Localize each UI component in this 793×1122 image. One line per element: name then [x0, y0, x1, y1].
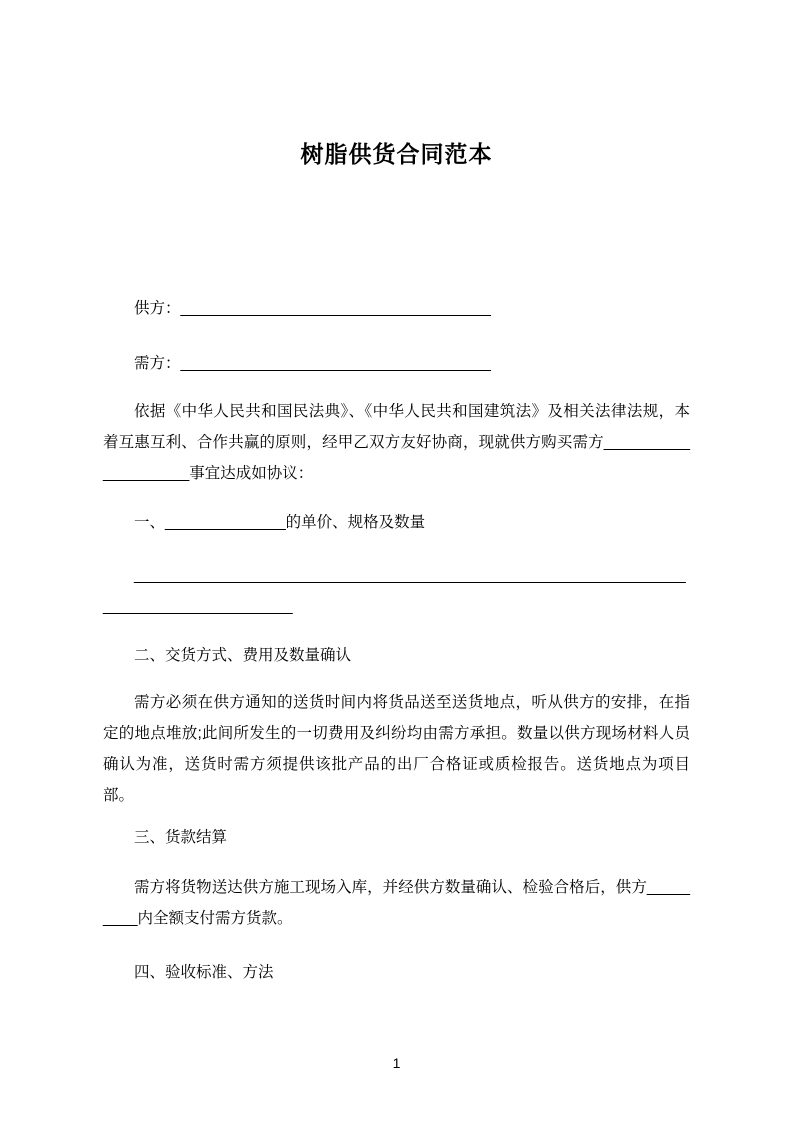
section1-blank-lines: ______________________________________________________________________________________	[103, 567, 686, 615]
page-number: 1	[392, 1055, 401, 1071]
buyer-field-line: 需方：____________________________________	[134, 355, 491, 372]
section3-heading: 三、货款结算	[134, 829, 228, 846]
supplier-field-line: 供方：____________________________________	[134, 300, 491, 317]
section2-paragraph: 需方必须在供方通知的送货时间内将货品送至送货地点，听从供方的安排，在指定的地点堆放;此间所发生的一切费用及纠纷均由需方承担。数量以供方现场材料人员确认为准，送货时需方须提供该批产品的出厂合格证或质检报告。送货地点为项目部。	[103, 694, 690, 804]
document-title: 树脂供货合同范本	[300, 141, 493, 167]
section2-heading: 二、交货方式、费用及数量确认	[134, 647, 352, 664]
section1-heading: 一、______________的单价、规格及数量	[134, 514, 426, 531]
section3-paragraph: 需方将货物送达供方施工现场入库，并经供方数量确认、检验合格后，供方_________内全额支付需方货款。	[103, 879, 690, 927]
section4-heading: 四、验收标准、方法	[134, 964, 274, 981]
intro-paragraph: 依据《中华人民共和国民法典》、《中华人民共和国建筑法》及相关法律法规，本着互惠互利、合作共赢的原则，经甲乙双方友好协商，现就供方购买需方____________________事宜达成如协议：	[103, 403, 690, 482]
